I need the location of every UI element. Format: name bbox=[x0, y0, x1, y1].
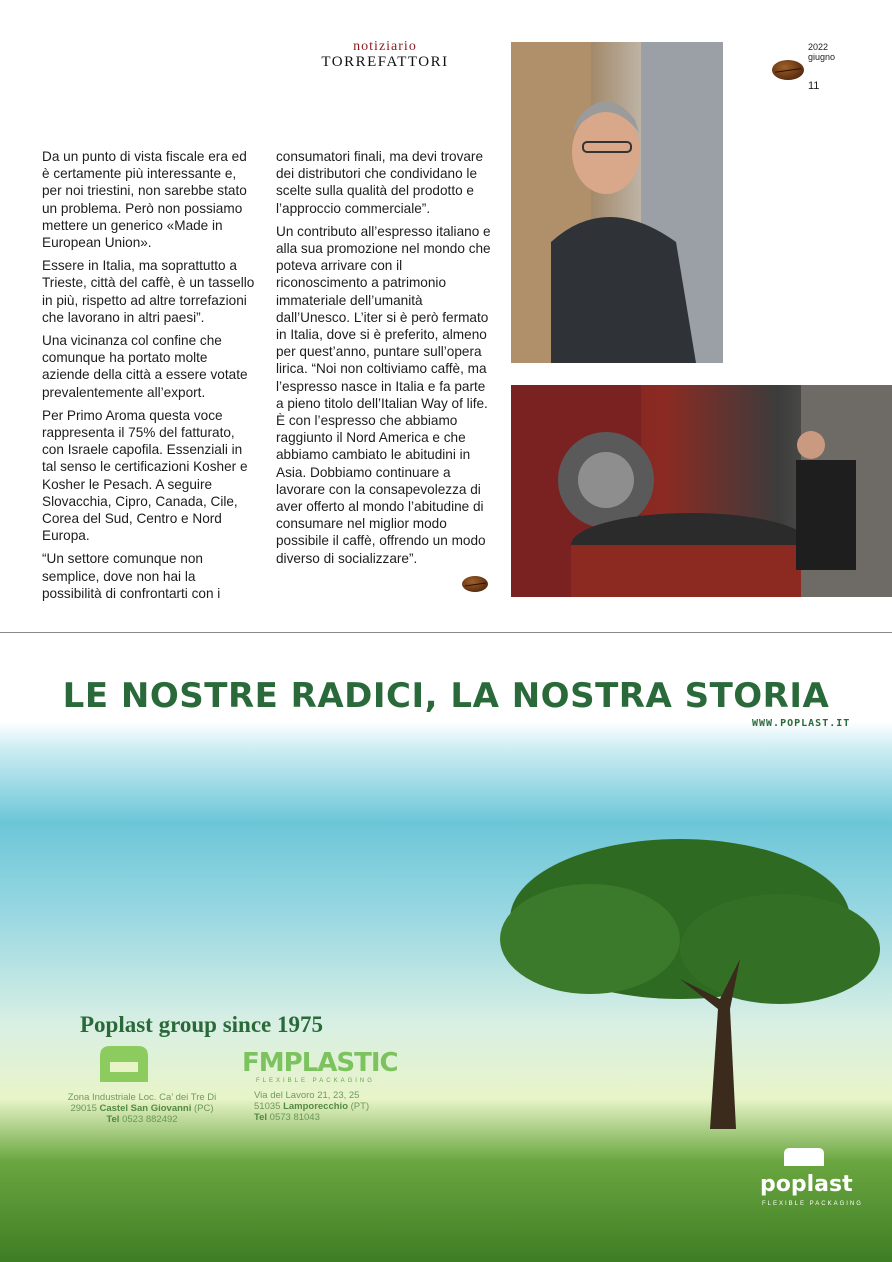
phone-line bbox=[254, 1112, 394, 1123]
poplast-subtitle: FLEXIBLE PACKAGING bbox=[762, 1201, 863, 1207]
tel-label: Tel bbox=[106, 1114, 120, 1125]
portrait-photo bbox=[511, 42, 723, 363]
paragraph: consumatori finali, ma devi trovare dei distributori che condividano le scelte sulla qualità del prodotto e l’approccio commerciale”. bbox=[276, 149, 484, 216]
advertisement bbox=[0, 634, 892, 1262]
coffee-bean-icon bbox=[772, 60, 804, 80]
section-divider bbox=[0, 632, 892, 633]
city: Lamporecchio bbox=[283, 1101, 348, 1112]
masthead bbox=[300, 40, 470, 70]
poplast-mark-icon bbox=[96, 1042, 152, 1086]
province: (PT) bbox=[350, 1101, 370, 1112]
address-line: Via del Lavoro 21, 23, 25 bbox=[254, 1090, 360, 1101]
paragraph: Un contributo all’espresso italiano e alla sua promozione nel mondo che poteva arrivare con il riconoscimento a patrimonio immateriale dell’umanità dall’Unesco. L’iter si è però fermato in Italia, dove si è preferito, almeno per quest’anno, puntare sull’opera lirica. “Noi non coltiviamo caffè, ma l’espresso nasce in Italia e fa parte a pieno titolo dell’Italian Way of life. È con l’espresso che abbiamo raggiunto il Nord America e che abbiamo cambiato le abitudini in Asia. Dobbiamo continuare a lavorare con la consapevolezza di aver offerto al mondo l’abitudine di consumare nel miglior modo possibile il caffè, offrendo un modo diverso di socializzare”. bbox=[276, 223, 491, 566]
paragraph: Per Primo Aroma questa voce rappresenta il 75% del fatturato, con Israele capofila. Essenziali in tal senso le certificazioni Kosher e Kosher le Pesach. A seguire Slovacchia, Cipro, Canada, Cile, Corea del Sud, Centro e Nord Europa. bbox=[42, 407, 248, 544]
ad-url[interactable]: WWW.POPLAST.IT bbox=[752, 718, 851, 729]
postal-code: 29015 bbox=[70, 1103, 97, 1114]
phone-number: 0573 81043 bbox=[269, 1112, 320, 1123]
issue-year: 2022 bbox=[808, 42, 829, 52]
address-castel-san-giovanni bbox=[52, 1092, 232, 1125]
paragraph: Da un punto di vista fiscale era ed è certamente più interessante e, per noi triestini, non sarebbe stato un problema. Però non possiamo mettere un generico «Made in European Union». bbox=[42, 149, 247, 251]
fmplastic-logo: FMPLASTIC bbox=[242, 1048, 398, 1078]
address-city-line bbox=[254, 1101, 394, 1112]
address-city-line bbox=[52, 1103, 232, 1114]
article-column-1 bbox=[42, 148, 258, 608]
postal-code: 51035 bbox=[254, 1101, 281, 1112]
tel-label: Tel bbox=[254, 1112, 268, 1123]
tree-illustration bbox=[480, 829, 892, 1129]
paragraph: Essere in Italia, ma soprattutto a Trieste, città del caffè, è un tassello in più, rispetto ad altre torrefazioni che lavorano in altri paesi”. bbox=[42, 258, 255, 325]
portrait-illustration bbox=[511, 42, 723, 363]
ad-headline: LE NOSTRE RADICI, LA NOSTRA STORIA bbox=[62, 676, 830, 716]
poplast-logo-mark-icon bbox=[782, 1146, 826, 1168]
end-mark-coffee-bean-icon bbox=[462, 576, 488, 592]
paragraph: Una vicinanza col confine che comunque ha portato molte aziende della città a essere votate prevalentemente all’export. bbox=[42, 333, 248, 400]
address-lamporecchio bbox=[254, 1090, 394, 1123]
roaster-illustration bbox=[511, 385, 892, 597]
masthead-line2: TORREFATTORI bbox=[321, 54, 449, 70]
paragraph: “Un settore comunque non semplice, dove non hai la possibilità di confrontarti con i bbox=[42, 551, 221, 601]
phone-line bbox=[52, 1114, 232, 1125]
article-column-2 bbox=[276, 148, 492, 573]
issue-date bbox=[808, 42, 835, 62]
roasting-photo bbox=[511, 385, 892, 597]
address-line: Zona Industriale Loc. Ca’ dei Tre Di bbox=[67, 1092, 217, 1103]
masthead-line1: notiziario bbox=[353, 39, 417, 54]
phone-number: 0523 882492 bbox=[122, 1114, 178, 1125]
issue-month: giugno bbox=[808, 52, 836, 62]
ad-since: Poplast group since 1975 bbox=[80, 1012, 324, 1037]
fmplastic-subtitle: FLEXIBLE PACKAGING bbox=[256, 1078, 375, 1084]
poplast-logo: poplast bbox=[760, 1172, 853, 1197]
page-number: 11 bbox=[808, 80, 820, 92]
city: Castel San Giovanni bbox=[99, 1103, 192, 1114]
province: (PC) bbox=[194, 1103, 214, 1114]
